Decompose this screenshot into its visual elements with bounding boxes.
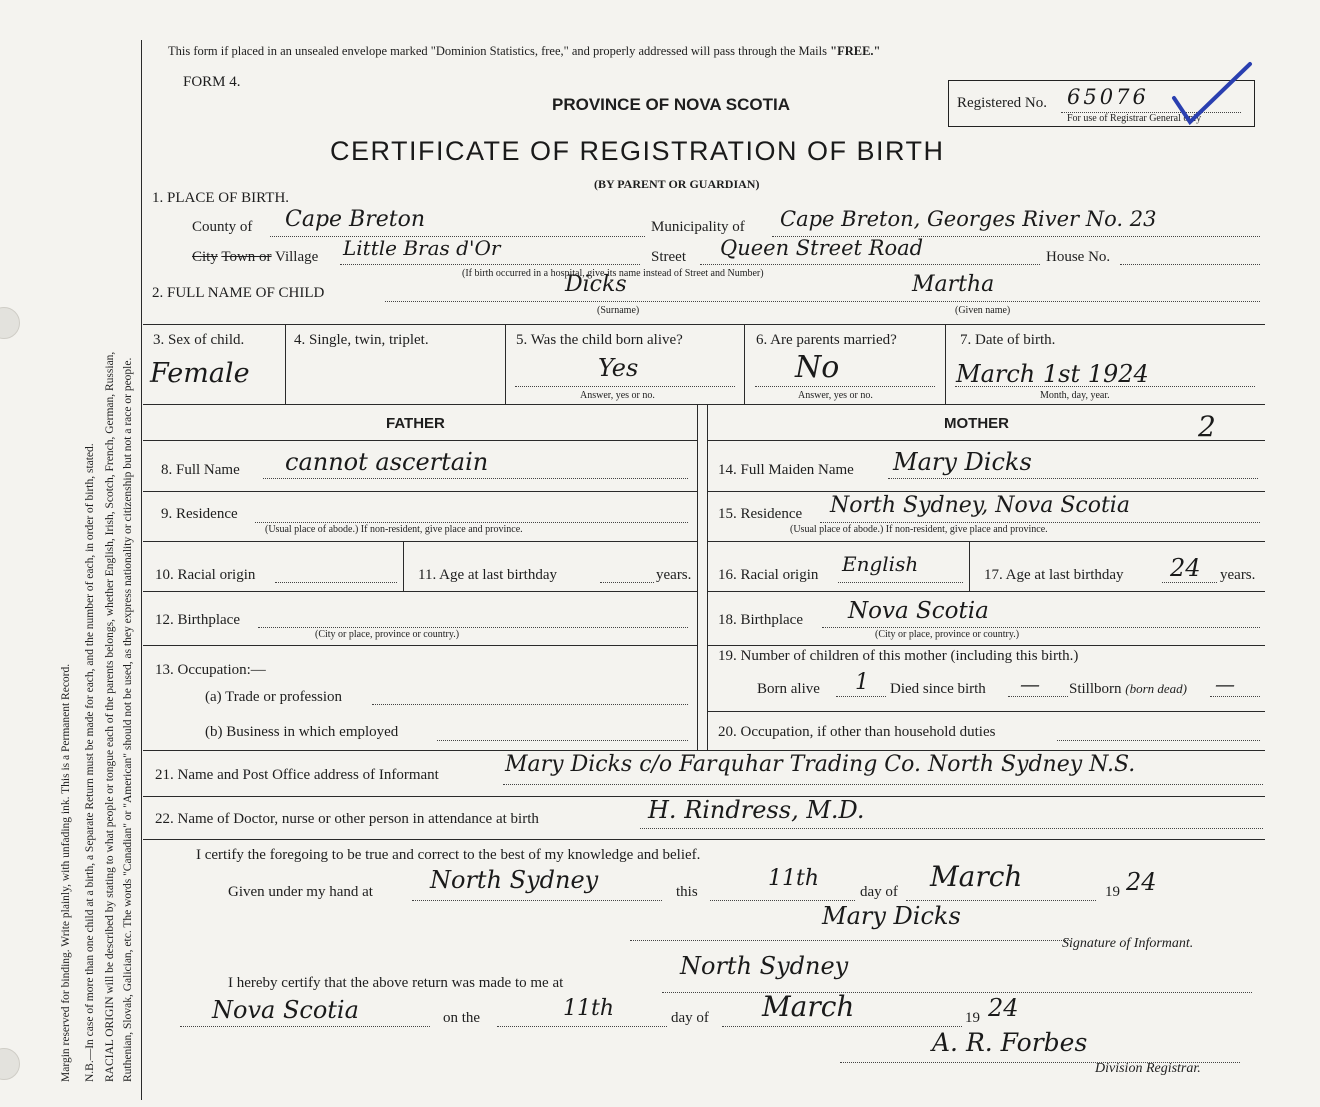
father-racial-origin-label: 10. Racial origin — [155, 567, 256, 583]
county-value: Cape Breton — [285, 207, 426, 232]
margin-binding-note: Margin reserved for binding. Write plainly, with unfading ink. This is a Permanent Record. — [60, 663, 72, 1082]
division-registrar-label: Division Registrar. — [1095, 1061, 1201, 1076]
village-value: Little Bras d'Or — [343, 236, 501, 260]
given-under-hand-label: Given under my hand at — [228, 884, 373, 900]
punch-hole-top — [0, 307, 20, 339]
mother-birthplace-note: (City or place, province or country.) — [875, 629, 1020, 640]
place-of-birth-heading: 1. PLACE OF BIRTH. — [152, 190, 290, 206]
father-trade-label: (a) Trade or profession — [205, 689, 343, 705]
town-label: Town or — [221, 249, 272, 265]
father-occupation-label: 13. Occupation:— — [155, 662, 266, 678]
registrar-signature: A. R. Forbes — [932, 1028, 1088, 1057]
parents-married-note: Answer, yes or no. — [798, 390, 873, 401]
informant-value: Mary Dicks c/o Farquhar Trading Co. North Sydney N.S. — [505, 752, 1136, 777]
sex-value: Female — [150, 358, 250, 389]
registrar-day-of-label: day of — [671, 1010, 709, 1026]
mother-birthplace-value: Nova Scotia — [848, 598, 989, 624]
informant-certify-statement: I certify the foregoing to be true and correct to the best of my knowledge and belief. — [196, 847, 701, 863]
mother-name-value: Mary Dicks — [893, 448, 1032, 476]
stillborn-value: — — [1215, 672, 1235, 696]
registered-label: Registered No. — [957, 95, 1047, 111]
certificate-title: CERTIFICATE OF REGISTRATION OF BIRTH — [330, 136, 945, 166]
margin-racial-origin-note-2: Ruthenian, Slovak, Galician, etc. The words "Canadian" or "American" should not be used, as they express nationality or citizenship but not a race or people. — [122, 357, 134, 1082]
father-birthplace-note: (City or place, province or country.) — [315, 629, 460, 640]
registrar-year-prefix: 19 — [965, 1010, 980, 1026]
surname-note: (Surname) — [597, 305, 640, 316]
mother-residence-value: North Sydney, Nova Scotia — [830, 493, 1130, 518]
father-heading: FATHER — [386, 415, 445, 432]
mother-children-label: 19. Number of children of this mother (including this birth.) — [718, 648, 1079, 664]
check-mark-icon — [1170, 58, 1260, 130]
certify-day-value: 11th — [768, 866, 820, 891]
sex-label: 3. Sex of child. — [153, 332, 245, 348]
margin-multiple-birth-note: N.B.—In case of more than one child at a birth, a Separate Return must be made for each, and the number of each, in order of birth, stated. — [84, 443, 96, 1082]
born-alive-label: 5. Was the child born alive? — [516, 332, 683, 348]
child-given-name: Martha — [912, 272, 995, 297]
form-number: FORM 4. — [183, 74, 241, 90]
born-alive-value: Yes — [598, 354, 639, 382]
certify-day-of-label: day of — [860, 884, 898, 900]
registrar-place-value-2: Nova Scotia — [212, 996, 359, 1024]
doctor-value: H. Rindress, M.D. — [648, 796, 865, 824]
informant-signature: Mary Dicks — [822, 902, 961, 930]
died-since-birth-label: Died since birth — [890, 681, 986, 697]
parents-married-value: No — [795, 350, 840, 385]
mother-occupation-label: 20. Occupation, if other than household duties — [718, 724, 996, 740]
mother-racial-origin-value: English — [842, 552, 919, 576]
stillborn-note: (born dead) — [1125, 681, 1188, 696]
doctor-label: 22. Name of Doctor, nurse or other person in attendance at birth — [155, 811, 539, 827]
mother-age-unit: years. — [1220, 567, 1256, 583]
stillborn-label — [1069, 681, 1187, 698]
city-label: City — [192, 249, 218, 265]
mother-residence-note: (Usual place of abode.) If non-resident, give place and province. — [790, 524, 1048, 535]
mother-birthplace-label: 18. Birthplace — [718, 612, 803, 628]
born-alive-count-label: Born alive — [757, 681, 820, 697]
municipality-value: Cape Breton, Georges River No. 23 — [780, 207, 1157, 231]
street-label: Street — [651, 249, 686, 265]
mother-racial-origin-label: 16. Racial origin — [718, 567, 819, 583]
father-residence-label: 9. Residence — [161, 506, 238, 522]
stillborn-label-text: Stillborn — [1069, 681, 1122, 697]
mother-age-label: 17. Age at last birthday — [984, 567, 1124, 583]
registrar-month-value: March — [762, 990, 855, 1023]
father-age-label: 11. Age at last birthday — [418, 567, 557, 583]
registrar-day-value: 11th — [563, 996, 615, 1021]
binding-margin-line — [141, 40, 142, 1100]
certify-year-prefix: 19 — [1105, 884, 1120, 900]
city-town-village-label — [192, 249, 318, 266]
registrar-on-the-label: on the — [443, 1010, 481, 1026]
date-of-birth-label: 7. Date of birth. — [960, 332, 1056, 348]
municipality-label: Municipality of — [651, 219, 745, 235]
father-business-label: (b) Business in which employed — [205, 724, 399, 740]
registrar-certify-statement: I hereby certify that the above return was made to me at — [228, 975, 564, 991]
father-birthplace-label: 12. Birthplace — [155, 612, 240, 628]
child-surname: Dicks — [565, 272, 627, 297]
father-age-unit: years. — [656, 567, 692, 583]
date-of-birth-value: March 1st 1924 — [956, 360, 1149, 388]
mother-name-label: 14. Full Maiden Name — [718, 462, 854, 478]
signature-of-informant-label: Signature of Informant. — [1062, 936, 1194, 951]
informant-label: 21. Name and Post Office address of Informant — [155, 767, 439, 783]
father-name-label: 8. Full Name — [161, 462, 240, 478]
punch-hole-bottom — [0, 1048, 20, 1080]
this-label: this — [676, 884, 698, 900]
mother-heading: MOTHER — [944, 415, 1009, 432]
child-name-label: 2. FULL NAME OF CHILD — [152, 285, 325, 301]
margin-racial-origin-note: RACIAL ORIGIN will be described by stating to what people or tongue each of the parents belongs, whether English, Irish, Scotch, French, German, Russian, — [104, 351, 116, 1082]
died-since-birth-value: — — [1020, 672, 1040, 696]
parents-married-label: 6. Are parents married? — [756, 332, 897, 348]
mail-free: "FREE." — [830, 44, 881, 58]
given-name-note: (Given name) — [955, 305, 1011, 316]
street-value: Queen Street Road — [720, 236, 924, 260]
date-of-birth-note: Month, day, year. — [1040, 390, 1110, 401]
certificate-subtitle: (BY PARENT OR GUARDIAN) — [594, 177, 760, 191]
mail-notice: This form if placed in an unsealed envelope marked "Dominion Statistics, free," and properly addressed will pass through the Mails "FREE." — [168, 44, 881, 58]
mother-age-value: 24 — [1170, 554, 1201, 582]
county-label: County of — [192, 219, 253, 235]
province-heading: PROVINCE OF NOVA SCOTIA — [552, 95, 791, 114]
given-place-value: North Sydney — [430, 866, 599, 894]
registrar-year-value: 24 — [988, 994, 1019, 1022]
registered-value: 65076 — [1067, 85, 1149, 109]
hospital-note: (If birth occurred in a hospital, give its name instead of Street and Number) — [462, 268, 764, 279]
village-label: Village — [275, 249, 319, 265]
mother-mark: 2 — [1198, 410, 1216, 443]
mother-residence-label: 15. Residence — [718, 506, 803, 522]
father-name-value: cannot ascertain — [285, 448, 489, 476]
registrar-place-value: North Sydney — [680, 952, 849, 980]
single-twin-label: 4. Single, twin, triplet. — [294, 332, 429, 348]
house-no-label: House No. — [1046, 249, 1111, 265]
born-alive-count-value: 1 — [855, 670, 869, 695]
certify-month-value: March — [930, 860, 1023, 893]
certify-year-value: 24 — [1126, 868, 1157, 896]
father-residence-note: (Usual place of abode.) If non-resident, give place and province. — [265, 524, 523, 535]
registrar-note: For use of Registrar General only — [1067, 113, 1202, 124]
born-alive-note: Answer, yes or no. — [580, 390, 655, 401]
